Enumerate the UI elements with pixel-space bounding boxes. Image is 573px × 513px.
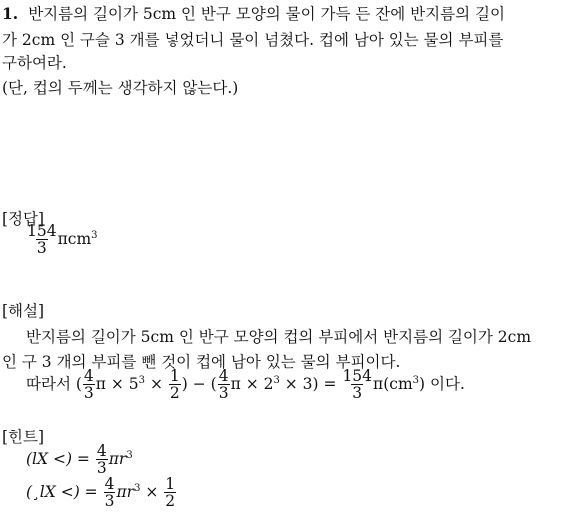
eq-fraction-1: $\frac{4}{3}$ <box>83 367 94 403</box>
explanation-line-2: 인 구 3 개의 부피를 뺀 것이 컵에 남아 있는 물의 부피이다. <box>2 353 401 371</box>
problem-text-1: 반지름의 길이가 5cm 인 반구 모양의 물이 가득 든 잔에 반지름의 길이 <box>28 5 505 23</box>
answer-power: 3 <box>91 230 98 242</box>
answer-expression <box>26 223 98 257</box>
equation-suffix: 이다. <box>430 375 465 394</box>
explanation-equation: 따라서 ( $\frac{4}{3}$ $\pi \times 5^3$ × $\frac{1}{2}$ ) − ( $\frac{4}{3}$ $\pi \times 2^3 \times 3$) = $\frac{154}{3}$ $\pi(cm^3)$ 이다. <box>26 367 465 403</box>
problem-line-1 <box>2 2 505 24</box>
answer-numerator: 154 <box>27 222 57 240</box>
equation-prefix: 따라서 <box>26 375 71 394</box>
problem-number: 1. <box>2 4 19 23</box>
hint-fraction-1: $\frac{4}{3}$ <box>96 442 107 478</box>
eq-fraction-3: $\frac{4}{3}$ <box>218 367 229 403</box>
answer-heading: [정답] <box>2 210 45 228</box>
hint-heading: [힌트] <box>2 428 45 446</box>
answer-denominator: 3 <box>36 239 47 258</box>
explanation-heading: [해설] <box>2 302 45 320</box>
hint-formula-2: (¸lX <) = $\frac{4}{3}$ $\pi r^3$ × $\frac{1}{2}$ <box>26 475 176 511</box>
eq-fraction-2: $\frac{1}{2}$ <box>169 367 180 403</box>
hint-fraction-3: $\frac{1}{2}$ <box>165 475 176 511</box>
hint-fraction-2: $\frac{4}{3}$ <box>104 475 115 511</box>
answer-unit: πcm <box>57 230 92 249</box>
answer-fraction <box>27 223 57 257</box>
hint-formula-1: (lX <) = $\frac{4}{3}$ $\pi r^3$ <box>26 442 133 478</box>
eq-fraction-4: $\frac{154}{3}$ <box>342 367 373 403</box>
explanation-line-1: 반지름의 길이가 5cm 인 반구 모양의 컵의 부피에서 반지름의 길이가 2cm <box>26 328 532 346</box>
problem-line-3: 구하여라. <box>2 54 67 72</box>
problem-note: (단, 컵의 두께는 생각하지 않는다.) <box>2 79 239 97</box>
problem-line-2: 가 2cm 인 구슬 3 개를 넣었더니 물이 넘쳤다. 컵에 남아 있는 물의 부피를 <box>2 31 504 49</box>
